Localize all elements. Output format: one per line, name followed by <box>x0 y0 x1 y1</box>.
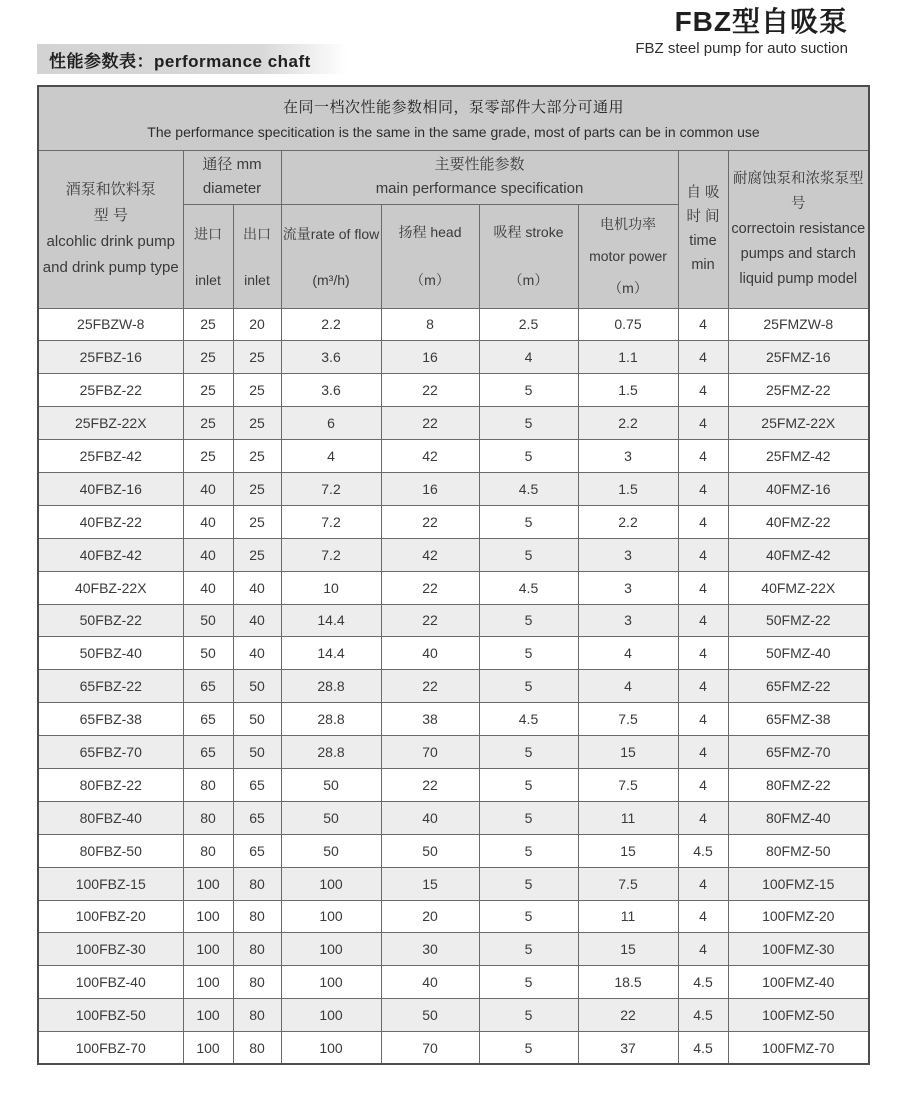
time-cell: 4 <box>678 736 728 769</box>
stroke-cell: 5 <box>479 374 578 407</box>
table-row <box>38 374 869 407</box>
inlet-cell: 80 <box>183 834 233 867</box>
fbz-model-cell: 50FBZ-22 <box>38 604 183 637</box>
fmz-model-column-header <box>728 150 869 308</box>
suction-time-column-header <box>678 150 728 308</box>
fmz-model-cell: 40FMZ-16 <box>728 472 869 505</box>
time-header-line: time <box>689 233 717 249</box>
fbz-model-cell: 100FBZ-20 <box>38 900 183 933</box>
fmz-model-cell: 100FMZ-40 <box>728 966 869 999</box>
fmz-model-cell: 40FMZ-42 <box>728 538 869 571</box>
table-row <box>38 703 869 736</box>
stroke-cell: 5 <box>479 966 578 999</box>
power-cell: 2.2 <box>578 505 678 538</box>
inlet-cell: 25 <box>183 440 233 473</box>
stroke-cell: 4.5 <box>479 571 578 604</box>
power-cell: 3 <box>578 604 678 637</box>
power-header-unit: （m） <box>608 280 648 296</box>
fmz-model-cell: 25FMZ-22X <box>728 407 869 440</box>
fmz-model-cell: 65FMZ-70 <box>728 736 869 769</box>
stroke-cell: 5 <box>479 867 578 900</box>
inlet-header-zh: 进口 <box>194 226 222 242</box>
stroke-cell: 2.5 <box>479 308 578 341</box>
table-row <box>38 571 869 604</box>
table-row <box>38 1032 869 1065</box>
stroke-cell: 5 <box>479 900 578 933</box>
fbz-model-cell: 100FBZ-15 <box>38 867 183 900</box>
table-note-zh: 在同一档次性能参数相同，泵零部件大部分可通用 <box>283 99 625 117</box>
fmz-model-cell: 80FMZ-22 <box>728 768 869 801</box>
fmz-header-line: 耐腐蚀泵和浓浆泵型号 <box>733 170 864 212</box>
power-cell: 15 <box>578 834 678 867</box>
outlet-cell: 80 <box>233 867 281 900</box>
flow-cell: 100 <box>281 1032 381 1065</box>
time-cell: 4.5 <box>678 1032 728 1065</box>
stroke-cell: 5 <box>479 768 578 801</box>
stroke-cell: 5 <box>479 1032 578 1065</box>
table-note-row <box>38 86 869 150</box>
model-header-line: 型 号 <box>93 207 128 224</box>
inlet-cell: 65 <box>183 703 233 736</box>
fmz-model-cell: 100FMZ-70 <box>728 1032 869 1065</box>
outlet-cell: 25 <box>233 440 281 473</box>
table-row <box>38 341 869 374</box>
time-cell: 4 <box>678 538 728 571</box>
fmz-header-line: liquid pump model <box>739 270 858 287</box>
inlet-cell: 100 <box>183 1032 233 1065</box>
fbz-model-cell: 25FBZW-8 <box>38 308 183 341</box>
stroke-cell: 5 <box>479 736 578 769</box>
stroke-cell: 5 <box>479 670 578 703</box>
inlet-cell: 40 <box>183 538 233 571</box>
head-cell: 38 <box>381 703 479 736</box>
inlet-cell: 65 <box>183 736 233 769</box>
inlet-cell: 100 <box>183 933 233 966</box>
fbz-model-cell: 25FBZ-22X <box>38 407 183 440</box>
table-row <box>38 999 869 1032</box>
flow-header-unit: (m³/h) <box>312 272 350 288</box>
flow-cell: 7.2 <box>281 472 381 505</box>
fmz-model-cell: 25FMZ-16 <box>728 341 869 374</box>
fmz-model-cell: 100FMZ-50 <box>728 999 869 1032</box>
head-cell: 22 <box>381 374 479 407</box>
head-cell: 42 <box>381 538 479 571</box>
time-cell: 4 <box>678 440 728 473</box>
time-cell: 4 <box>678 703 728 736</box>
inlet-cell: 25 <box>183 308 233 341</box>
flow-cell: 3.6 <box>281 374 381 407</box>
time-cell: 4 <box>678 374 728 407</box>
stroke-cell: 5 <box>479 801 578 834</box>
table-row <box>38 670 869 703</box>
outlet-cell: 25 <box>233 374 281 407</box>
flow-cell: 50 <box>281 834 381 867</box>
stroke-header-unit: （m） <box>508 272 549 288</box>
fmz-model-cell: 100FMZ-20 <box>728 900 869 933</box>
fbz-model-cell: 40FBZ-42 <box>38 538 183 571</box>
flow-cell: 50 <box>281 801 381 834</box>
outlet-cell: 40 <box>233 604 281 637</box>
stroke-cell: 4 <box>479 341 578 374</box>
flow-cell: 100 <box>281 867 381 900</box>
fbz-model-cell: 25FBZ-22 <box>38 374 183 407</box>
flow-cell: 100 <box>281 933 381 966</box>
stroke-cell: 5 <box>479 407 578 440</box>
head-cell: 40 <box>381 801 479 834</box>
outlet-header-zh: 出口 <box>243 226 271 242</box>
flow-cell: 100 <box>281 900 381 933</box>
table-row <box>38 900 869 933</box>
fbz-model-cell: 100FBZ-40 <box>38 966 183 999</box>
fbz-model-cell: 40FBZ-16 <box>38 472 183 505</box>
model-header-line: and drink pump type <box>42 259 179 276</box>
head-cell: 22 <box>381 768 479 801</box>
time-cell: 4 <box>678 670 728 703</box>
fmz-model-cell: 25FMZ-22 <box>728 374 869 407</box>
time-cell: 4 <box>678 407 728 440</box>
fbz-model-cell: 80FBZ-50 <box>38 834 183 867</box>
power-cell: 7.5 <box>578 768 678 801</box>
inlet-header-en: inlet <box>195 272 221 288</box>
performance-header-en: main performance specification <box>375 180 584 197</box>
power-cell: 0.75 <box>578 308 678 341</box>
fmz-header-line: correctoin resistance <box>731 220 866 237</box>
outlet-cell: 80 <box>233 900 281 933</box>
table-row <box>38 768 869 801</box>
time-cell: 4 <box>678 637 728 670</box>
fmz-model-cell: 40FMZ-22 <box>728 505 869 538</box>
head-cell: 15 <box>381 867 479 900</box>
power-cell: 22 <box>578 999 678 1032</box>
flow-cell: 28.8 <box>281 703 381 736</box>
flow-cell: 50 <box>281 768 381 801</box>
table-row <box>38 801 869 834</box>
flow-cell: 4 <box>281 440 381 473</box>
power-cell: 1.5 <box>578 472 678 505</box>
stroke-cell: 5 <box>479 538 578 571</box>
table-row <box>38 867 869 900</box>
page-title-zh: FBZ型自吸泵 <box>674 6 848 37</box>
time-cell: 4 <box>678 933 728 966</box>
stroke-cell: 5 <box>479 505 578 538</box>
stroke-cell: 4.5 <box>479 472 578 505</box>
inlet-cell: 40 <box>183 505 233 538</box>
outlet-column-header <box>233 204 281 308</box>
table-note-cell <box>38 86 869 150</box>
time-cell: 4 <box>678 801 728 834</box>
time-cell: 4.5 <box>678 834 728 867</box>
time-cell: 4 <box>678 505 728 538</box>
fbz-model-cell: 100FBZ-50 <box>38 999 183 1032</box>
power-cell: 15 <box>578 736 678 769</box>
outlet-cell: 50 <box>233 670 281 703</box>
head-cell: 50 <box>381 999 479 1032</box>
stroke-cell: 5 <box>479 604 578 637</box>
head-cell: 22 <box>381 505 479 538</box>
outlet-cell: 65 <box>233 801 281 834</box>
fmz-model-cell: 25FMZW-8 <box>728 308 869 341</box>
time-cell: 4.5 <box>678 999 728 1032</box>
inlet-cell: 80 <box>183 768 233 801</box>
fbz-model-cell: 80FBZ-40 <box>38 801 183 834</box>
outlet-cell: 50 <box>233 703 281 736</box>
head-cell: 22 <box>381 407 479 440</box>
time-cell: 4 <box>678 768 728 801</box>
fmz-model-cell: 80FMZ-50 <box>728 834 869 867</box>
fbz-model-cell: 40FBZ-22 <box>38 505 183 538</box>
fmz-model-cell: 80FMZ-40 <box>728 801 869 834</box>
time-cell: 4 <box>678 472 728 505</box>
stroke-cell: 4.5 <box>479 703 578 736</box>
flow-cell: 7.2 <box>281 538 381 571</box>
fmz-model-cell: 25FMZ-42 <box>728 440 869 473</box>
power-cell: 37 <box>578 1032 678 1065</box>
flow-column-header <box>281 204 381 308</box>
table-row <box>38 736 869 769</box>
flow-cell: 100 <box>281 966 381 999</box>
stroke-cell: 5 <box>479 999 578 1032</box>
outlet-cell: 20 <box>233 308 281 341</box>
time-cell: 4 <box>678 900 728 933</box>
inlet-cell: 25 <box>183 407 233 440</box>
table-row <box>38 308 869 341</box>
head-cell: 22 <box>381 604 479 637</box>
stroke-cell: 5 <box>479 637 578 670</box>
model-header-line: 酒泵和饮料泵 <box>65 181 156 198</box>
head-cell: 50 <box>381 834 479 867</box>
head-cell: 16 <box>381 341 479 374</box>
table-row <box>38 966 869 999</box>
performance-header-zh: 主要性能参数 <box>434 156 525 173</box>
page-title-en: FBZ steel pump for auto suction <box>635 40 848 57</box>
outlet-cell: 80 <box>233 933 281 966</box>
outlet-cell: 40 <box>233 637 281 670</box>
diameter-header-zh: 通径 mm <box>202 156 262 173</box>
fbz-model-cell: 80FBZ-22 <box>38 768 183 801</box>
flow-cell: 7.2 <box>281 505 381 538</box>
head-cell: 70 <box>381 1032 479 1065</box>
power-cell: 18.5 <box>578 966 678 999</box>
power-cell: 1.5 <box>578 374 678 407</box>
table-row <box>38 440 869 473</box>
flow-cell: 28.8 <box>281 736 381 769</box>
time-cell: 4 <box>678 571 728 604</box>
fbz-model-cell: 65FBZ-22 <box>38 670 183 703</box>
inlet-cell: 40 <box>183 571 233 604</box>
inlet-cell: 50 <box>183 637 233 670</box>
fmz-header-line: pumps and starch <box>740 245 856 262</box>
flow-cell: 14.4 <box>281 604 381 637</box>
head-cell: 16 <box>381 472 479 505</box>
performance-group-header <box>281 150 678 204</box>
table-row <box>38 933 869 966</box>
fmz-model-cell: 100FMZ-15 <box>728 867 869 900</box>
table-row <box>38 637 869 670</box>
flow-cell: 100 <box>281 999 381 1032</box>
outlet-cell: 65 <box>233 768 281 801</box>
power-header-zh: 电机功率 <box>600 216 656 232</box>
power-cell: 3 <box>578 440 678 473</box>
stroke-header-label: 吸程 stroke <box>493 224 564 240</box>
inlet-cell: 100 <box>183 900 233 933</box>
fbz-model-cell: 100FBZ-30 <box>38 933 183 966</box>
time-header-line: min <box>691 257 715 273</box>
table-row <box>38 472 869 505</box>
fbz-model-cell: 100FBZ-70 <box>38 1032 183 1065</box>
outlet-cell: 25 <box>233 407 281 440</box>
power-cell: 7.5 <box>578 867 678 900</box>
outlet-cell: 50 <box>233 736 281 769</box>
outlet-cell: 65 <box>233 834 281 867</box>
head-column-header <box>381 204 479 308</box>
outlet-cell: 80 <box>233 999 281 1032</box>
fmz-model-cell: 65FMZ-22 <box>728 670 869 703</box>
time-cell: 4 <box>678 867 728 900</box>
outlet-cell: 25 <box>233 538 281 571</box>
power-cell: 7.5 <box>578 703 678 736</box>
stroke-cell: 5 <box>479 834 578 867</box>
fbz-model-cell: 40FBZ-22X <box>38 571 183 604</box>
inlet-cell: 65 <box>183 670 233 703</box>
time-header-line: 自 吸 <box>686 185 720 201</box>
stroke-column-header <box>479 204 578 308</box>
power-cell: 3 <box>578 571 678 604</box>
power-header-en: motor power <box>589 248 667 264</box>
inlet-cell: 80 <box>183 801 233 834</box>
flow-cell: 6 <box>281 407 381 440</box>
flow-cell: 10 <box>281 571 381 604</box>
group-header-row <box>38 150 869 204</box>
power-cell: 3 <box>578 538 678 571</box>
inlet-column-header <box>183 204 233 308</box>
head-header-unit: （m） <box>410 272 450 288</box>
head-cell: 40 <box>381 637 479 670</box>
head-cell: 20 <box>381 900 479 933</box>
diameter-header-en: diameter <box>202 180 262 197</box>
head-cell: 22 <box>381 571 479 604</box>
flow-cell: 28.8 <box>281 670 381 703</box>
fbz-model-cell: 65FBZ-38 <box>38 703 183 736</box>
inlet-cell: 50 <box>183 604 233 637</box>
fbz-model-cell: 25FBZ-16 <box>38 341 183 374</box>
inlet-cell: 100 <box>183 966 233 999</box>
inlet-cell: 100 <box>183 999 233 1032</box>
outlet-cell: 80 <box>233 1032 281 1065</box>
flow-header-label: 流量rate of flow <box>282 226 380 242</box>
fmz-model-cell: 50FMZ-22 <box>728 604 869 637</box>
power-cell: 11 <box>578 900 678 933</box>
power-cell: 2.2 <box>578 407 678 440</box>
model-column-header <box>38 150 183 308</box>
inlet-cell: 40 <box>183 472 233 505</box>
spec-table <box>37 85 870 1065</box>
time-cell: 4.5 <box>678 966 728 999</box>
table-row <box>38 834 869 867</box>
fmz-model-cell: 100FMZ-30 <box>728 933 869 966</box>
table-row <box>38 538 869 571</box>
stroke-cell: 5 <box>479 440 578 473</box>
flow-cell: 14.4 <box>281 637 381 670</box>
table-row <box>38 604 869 637</box>
flow-cell: 2.2 <box>281 308 381 341</box>
outlet-cell: 40 <box>233 571 281 604</box>
inlet-cell: 100 <box>183 867 233 900</box>
head-cell: 30 <box>381 933 479 966</box>
section-title-label: 性能参数表：performance chaft <box>49 51 311 71</box>
outlet-cell: 25 <box>233 341 281 374</box>
inlet-cell: 25 <box>183 374 233 407</box>
table-row <box>38 407 869 440</box>
outlet-cell: 80 <box>233 966 281 999</box>
section-title-bar <box>37 44 347 74</box>
outlet-cell: 25 <box>233 505 281 538</box>
head-cell: 22 <box>381 670 479 703</box>
fmz-model-cell: 50FMZ-40 <box>728 637 869 670</box>
stroke-cell: 5 <box>479 933 578 966</box>
power-cell: 1.1 <box>578 341 678 374</box>
flow-cell: 3.6 <box>281 341 381 374</box>
power-cell: 11 <box>578 801 678 834</box>
power-column-header <box>578 204 678 308</box>
table-body <box>38 308 869 1064</box>
time-cell: 4 <box>678 341 728 374</box>
fbz-model-cell: 25FBZ-42 <box>38 440 183 473</box>
head-cell: 42 <box>381 440 479 473</box>
table-note-en: The performance specitication is the same in the same grade, most of parts can be in common use <box>147 124 760 141</box>
fmz-model-cell: 65FMZ-38 <box>728 703 869 736</box>
power-cell: 4 <box>578 670 678 703</box>
table-row <box>38 505 869 538</box>
fmz-model-cell: 40FMZ-22X <box>728 571 869 604</box>
diameter-group-header <box>183 150 281 204</box>
page-header <box>635 6 848 57</box>
time-cell: 4 <box>678 604 728 637</box>
time-cell: 4 <box>678 308 728 341</box>
power-cell: 4 <box>578 637 678 670</box>
head-cell: 40 <box>381 966 479 999</box>
outlet-header-en: inlet <box>244 272 270 288</box>
head-cell: 8 <box>381 308 479 341</box>
fbz-model-cell: 65FBZ-70 <box>38 736 183 769</box>
inlet-cell: 25 <box>183 341 233 374</box>
head-header-label: 扬程 head <box>398 224 462 240</box>
fbz-model-cell: 50FBZ-40 <box>38 637 183 670</box>
head-cell: 70 <box>381 736 479 769</box>
spec-table-container <box>37 85 870 1065</box>
time-header-line: 时 间 <box>686 209 720 225</box>
outlet-cell: 25 <box>233 472 281 505</box>
power-cell: 15 <box>578 933 678 966</box>
model-header-line: alcohlic drink pump <box>46 233 175 250</box>
